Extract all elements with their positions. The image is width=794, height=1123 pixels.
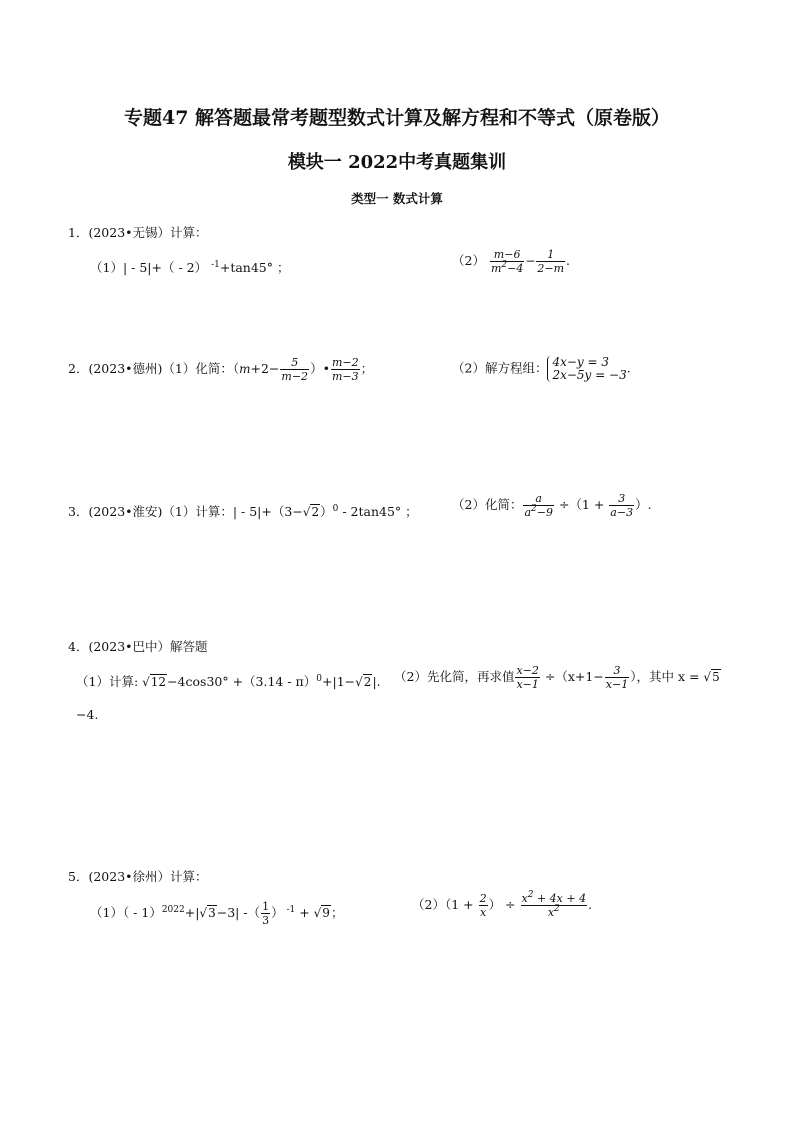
q1-stem: 1．(2023•无锡）计算： <box>68 225 208 240</box>
q5-part1: （1）（ - 1）$^{2022}$+|√3−3| -（ $\frac{1}{3}$ ） $^{-1}$ + √9； <box>90 900 344 927</box>
q2-part2: （2）解方程组： 4x−y = 3 2x−5y = −3 . <box>452 355 631 382</box>
q1-part1: （1）| - 5|+（ - 2） $^{-1}$+tan45° ； <box>90 260 290 275</box>
document-title: 专题47 解答题最常考题型数式计算及解方程和不等式（原卷版） <box>123 107 671 129</box>
q5-part2: （2）（1 + $\frac{2}{x}$ ） ÷ $\frac{x^2 + 4x + 4}{x^2}$ . <box>412 890 593 919</box>
fraction: $\frac{1}{3}$ <box>262 900 270 927</box>
q4-part1: （1）计算: √12−4cos30° +（3.14 - π）$^0$+|1−√2|. <box>76 674 381 689</box>
module-title: 模块一 2022中考真题集训 <box>287 152 507 173</box>
q2-part1: 2．(2023•德州)（1）化简：（m+2− $\frac{5}{m-2}$ ）• $\frac{m-2}{m-3}$ ； <box>68 356 374 383</box>
q4-part2: （2）先化简，再求值 $\frac{x-2}{x-1}$ ÷（x+1− $\frac{3}{x-1}$ ），其中 x = √5 <box>394 664 720 691</box>
fraction: $\frac{a}{a^2-9}$ <box>524 492 553 519</box>
q5-stem: 5．(2023•徐州）计算： <box>68 869 208 884</box>
fraction: $\frac{5}{m-2}$ <box>281 356 309 383</box>
equation-system: 4x−y = 3 2x−5y = −3 <box>547 356 626 382</box>
q4-stem: 4．(2023•巴中）解答题 <box>68 639 208 654</box>
fraction: $\frac{3}{a-3}$ <box>610 492 634 519</box>
q4-tail: −4. <box>76 707 99 722</box>
section-title: 类型一 数式计算 <box>351 191 443 206</box>
fraction: $\frac{m-6}{m^2-4}$ <box>490 248 524 275</box>
q3-part1: 3．(2023•淮安)（1）计算：| - $5|+(3-√2)^0 - 2\tan 45^\circ$ ； <box>68 504 418 519</box>
fraction: $\frac{x^2 + 4x + 4}{x^2}$ <box>521 890 587 919</box>
q3-part2: （2）化简： $\frac{a}{a^2-9}$ ÷（1 + $\frac{3}{a-3}$ ）. <box>452 492 652 519</box>
fraction: $\frac{x-2}{x-1}$ <box>516 664 539 691</box>
fraction: $\frac{m-2}{m-3}$ <box>331 356 359 383</box>
fraction: $\frac{1}{2-m}$ <box>537 248 565 275</box>
fraction: $\frac{2}{x}$ <box>479 892 487 919</box>
fraction: $\frac{3}{x-1}$ <box>605 664 629 691</box>
q1-part2: （2） $\frac{m-6}{m^2-4}$ − $\frac{1}{2-m}$ . <box>452 248 571 275</box>
